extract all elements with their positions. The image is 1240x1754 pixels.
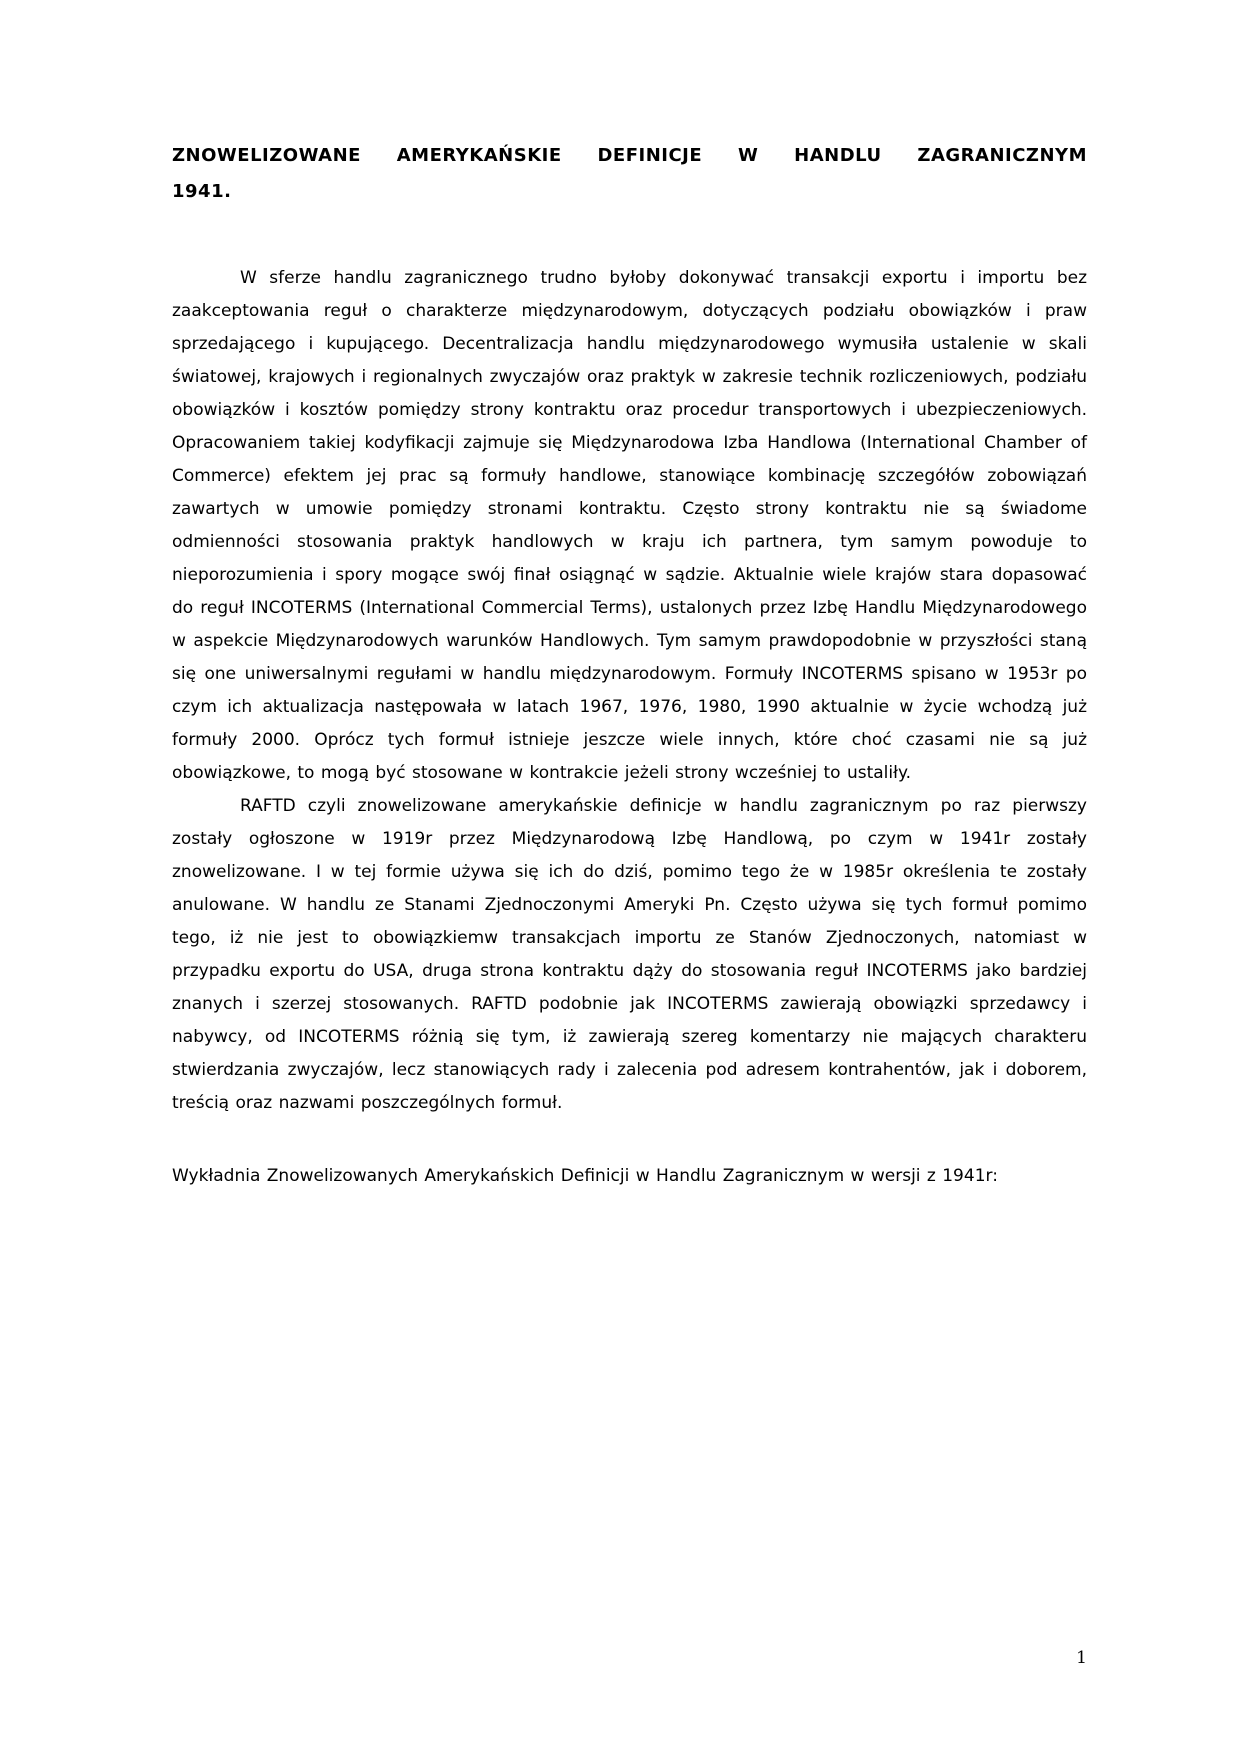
page-number: 1 — [1076, 1648, 1087, 1668]
document-body — [172, 262, 1087, 1193]
document-title-line2: 1941. — [172, 181, 232, 202]
paragraph-raftd: RAFTD czyli znowelizowane amerykańskie definicje w handlu zagranicznym po raz pierwszy zostały ogłoszone w 1919r przez Międzynarodową Izbę Handlową, po czym w 1941r zostały znowelizowane. I w tej formie używa się ich do dziś, pomimo tego że w 1985r określenia te zostały anulowane. W handlu ze Stanami Zjednoczonymi Ameryki Pn. Często używa się tych formuł pomimo tego, iż nie jest to obowiązkiemw transakcjach importu ze Stanów Zjednoczonych, natomiast w przypadku exportu do USA, druga strona kontraktu dąży do stosowania reguł INCOTERMS jako bardziej znanych i szerzej stosowanych. RAFTD podobnie jak INCOTERMS zawierają obowiązki sprzedawcy i nabywcy, od INCOTERMS różnią się tym, iż zawierają szereg komentarzy nie mających charakteru stwierdzania zwyczajów, lecz stanowiących rady i zalecenia pod adresem kontrahentów, jak i doborem, treścią oraz nazwami poszczególnych formuł. — [172, 796, 1087, 1113]
paragraph-intro: W sferze handlu zagranicznego trudno byłoby dokonywać transakcji exportu i importu bez zaakceptowania reguł o charakterze międzynarodowym, dotyczących podziału obowiązków i praw sprzedającego i kupującego. Decentralizacja handlu międzynarodowego wymusiła ustalenie w skali światowej, krajowych i regionalnych zwyczajów oraz praktyk w zakresie technik rozliczeniowych, podziału obowiązków i kosztów pomiędzy strony kontraktu oraz procedur transportowych i ubezpieczeniowych. Opracowaniem takiej kodyfikacji zajmuje się Międzynarodowa Izba Handlowa (International Chamber of Commerce) efektem jej prac są formuły handlowe, stanowiące kombinację szczegółów zobowiązań zawartych w umowie pomiędzy stronami kontraktu. Często strony kontraktu nie są świadome odmienności stosowania praktyk handlowych w kraju ich partnera, tym samym powoduje to nieporozumienia i spory mogące swój finał osiągnąć w sądzie. Aktualnie wiele krajów stara dopasować do reguł INCOTERMS (International Commercial Terms), ustalonych przez Izbę Handlu Międzynarodowego w aspekcie Międzynarodowych warunków Handlowych. Tym samym prawdopodobnie w przyszłości staną się one uniwersalnymi regułami w handlu międzynarodowym. Formuły INCOTERMS spisano w 1953r po czym ich aktualizacja następowała w latach 1967, 1976, 1980, 1990 aktualnie w życie wchodzą już formuły 2000. Oprócz tych formuł istnieje jeszcze wiele innych, które choć czasami nie są już obowiązkowe, to mogą być stosowane w kontrakcie jeżeli strony wcześniej to ustaliły. — [172, 268, 1087, 783]
title-body-gap — [172, 210, 1087, 262]
document-title-line1: ZNOWELIZOWANE AMERYKAŃSKIE DEFINICJE W HANDLU ZAGRANICZNYM — [172, 145, 1087, 166]
paragraph-closing: Wykładnia Znowelizowanych Amerykańskich Definicji w Handlu Zagranicznym w wersji z 1941r: — [172, 1166, 998, 1186]
document-title — [172, 138, 1087, 210]
document-content — [172, 138, 1087, 1193]
